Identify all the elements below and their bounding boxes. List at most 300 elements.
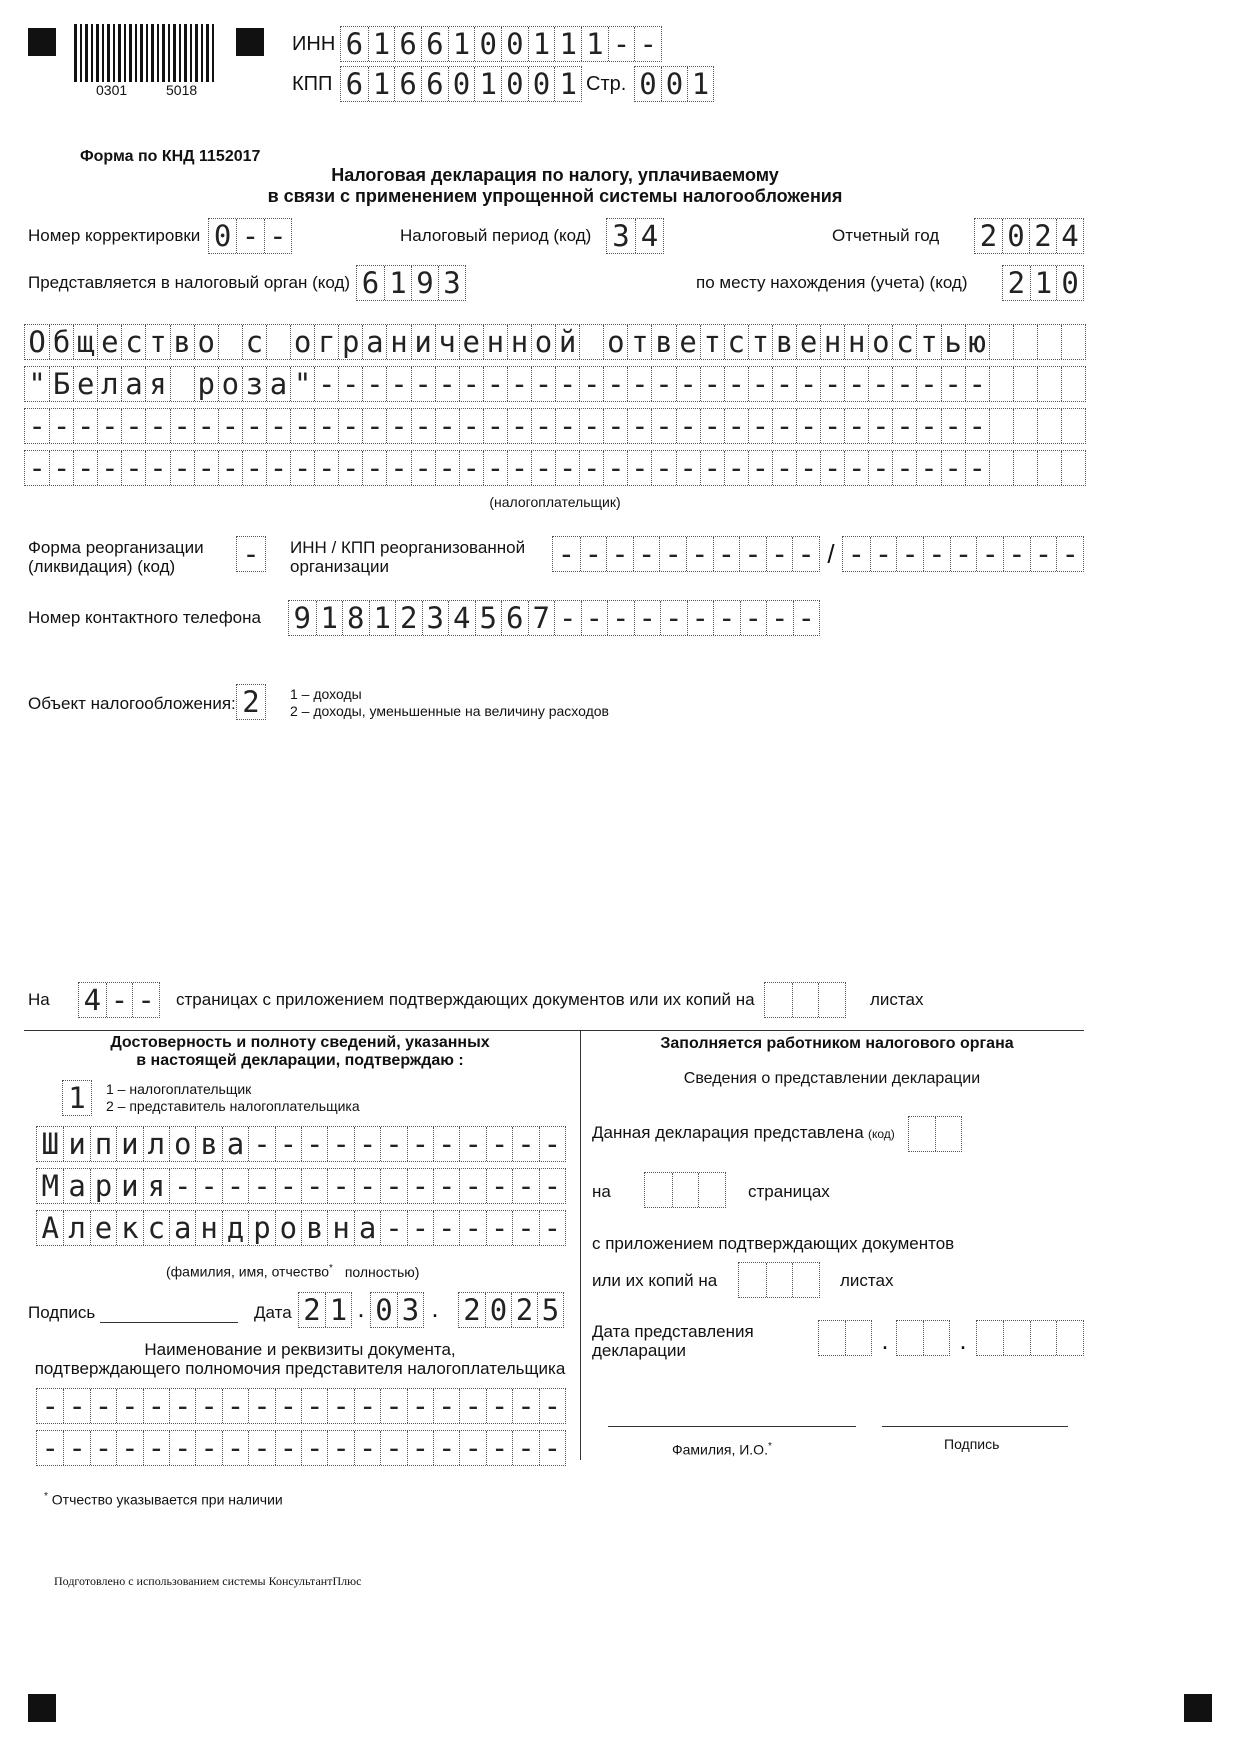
char-cell[interactable]: - <box>169 1431 195 1465</box>
period-cells[interactable] <box>606 218 664 254</box>
office-fio-line[interactable] <box>608 1426 856 1427</box>
char-cell[interactable] <box>792 1263 819 1297</box>
char-cell[interactable]: 1 <box>368 27 395 61</box>
char-cell[interactable]: - <box>242 451 266 485</box>
char-cell[interactable]: - <box>676 367 700 401</box>
char-cell[interactable]: - <box>820 409 844 443</box>
char-cell[interactable]: 1 <box>687 67 713 101</box>
char-cell[interactable]: - <box>49 451 73 485</box>
char-cell[interactable]: - <box>380 1431 406 1465</box>
char-cell[interactable] <box>1061 451 1085 485</box>
char-cell[interactable]: - <box>844 451 868 485</box>
char-cell[interactable]: а <box>169 1211 195 1245</box>
char-cell[interactable]: 0 <box>1056 266 1083 300</box>
char-cell[interactable]: - <box>724 409 748 443</box>
char-cell[interactable]: 2 <box>979 218 998 253</box>
char-cell[interactable]: а <box>63 1169 89 1203</box>
char-cell[interactable]: - <box>314 451 338 485</box>
char-cell[interactable]: - <box>950 537 977 571</box>
char-cell[interactable]: - <box>433 1127 459 1161</box>
char-cell[interactable]: 0 <box>213 218 232 253</box>
char-cell[interactable]: - <box>314 367 338 401</box>
char-cell[interactable]: 6 <box>501 601 528 635</box>
char-cell[interactable]: - <box>651 451 675 485</box>
char-cell[interactable]: - <box>459 1389 485 1423</box>
char-cell[interactable]: - <box>301 1389 327 1423</box>
char-cell[interactable]: - <box>965 409 989 443</box>
char-cell[interactable]: - <box>411 409 435 443</box>
char-cell[interactable]: - <box>627 409 651 443</box>
char-cell[interactable]: - <box>411 451 435 485</box>
char-cell[interactable]: - <box>222 1169 248 1203</box>
char-cell[interactable]: в <box>772 325 796 359</box>
object-cells[interactable] <box>236 684 266 720</box>
char-cell[interactable]: 1 <box>528 27 555 61</box>
char-cell[interactable]: 9 <box>411 266 438 300</box>
char-cell[interactable]: - <box>380 1211 406 1245</box>
char-cell[interactable]: - <box>659 537 686 571</box>
char-cell[interactable] <box>1013 367 1037 401</box>
char-cell[interactable]: 1 <box>316 601 343 635</box>
char-cell[interactable]: я <box>143 1169 169 1203</box>
char-cell[interactable]: - <box>796 367 820 401</box>
char-cell[interactable]: - <box>676 451 700 485</box>
char-cell[interactable]: - <box>724 451 748 485</box>
char-cell[interactable]: - <box>145 409 169 443</box>
char-cell[interactable]: - <box>608 27 635 61</box>
char-cell[interactable]: 4 <box>635 219 663 253</box>
reorg-kpp-cells[interactable] <box>842 536 1084 572</box>
char-cell[interactable]: - <box>290 409 314 443</box>
char-cell[interactable]: - <box>607 601 634 635</box>
char-cell[interactable]: 1 <box>554 67 581 101</box>
char-cell[interactable]: Б <box>49 367 73 401</box>
char-cell[interactable]: - <box>459 1169 485 1203</box>
char-cell[interactable]: - <box>248 1389 274 1423</box>
char-cell[interactable]: п <box>90 1127 116 1161</box>
char-cell[interactable]: - <box>555 367 579 401</box>
char-cell[interactable]: Ш <box>41 1126 59 1161</box>
char-cell[interactable] <box>1061 325 1085 359</box>
char-cell[interactable]: 0 <box>528 67 555 101</box>
char-cell[interactable]: - <box>916 409 940 443</box>
char-cell[interactable]: - <box>435 409 459 443</box>
char-cell[interactable] <box>989 409 1013 443</box>
char-cell[interactable]: о <box>169 1127 195 1161</box>
char-cell[interactable]: - <box>724 367 748 401</box>
char-cell[interactable]: 1 <box>368 67 395 101</box>
char-cell[interactable]: - <box>222 1431 248 1465</box>
char-cell[interactable]: - <box>892 451 916 485</box>
char-cell[interactable]: и <box>63 1127 89 1161</box>
authority-cells[interactable] <box>356 265 466 301</box>
char-cell[interactable]: - <box>676 409 700 443</box>
char-cell[interactable]: - <box>634 27 661 61</box>
char-cell[interactable] <box>818 983 845 1017</box>
char-cell[interactable]: е <box>73 367 97 401</box>
char-cell[interactable] <box>909 1117 935 1151</box>
char-cell[interactable] <box>1003 1321 1030 1355</box>
char-cell[interactable]: - <box>844 367 868 401</box>
char-cell[interactable]: в <box>195 1127 221 1161</box>
char-cell[interactable]: - <box>407 1211 433 1245</box>
char-cell[interactable]: - <box>483 367 507 401</box>
char-cell[interactable]: - <box>194 451 218 485</box>
char-cell[interactable]: - <box>1056 537 1083 571</box>
date-month-cells[interactable] <box>370 1292 424 1328</box>
char-cell[interactable]: - <box>49 409 73 443</box>
page-number-cells[interactable] <box>634 66 714 102</box>
char-cell[interactable]: - <box>121 451 145 485</box>
char-cell[interactable]: 6 <box>361 265 380 300</box>
char-cell[interactable] <box>923 1321 949 1355</box>
char-cell[interactable]: - <box>581 601 608 635</box>
char-cell[interactable]: - <box>380 1127 406 1161</box>
char-cell[interactable]: и <box>116 1169 142 1203</box>
char-cell[interactable]: - <box>531 409 555 443</box>
char-cell[interactable]: з <box>242 367 266 401</box>
char-cell[interactable]: р <box>338 325 362 359</box>
char-cell[interactable]: - <box>433 1389 459 1423</box>
char-cell[interactable]: - <box>354 1389 380 1423</box>
char-cell[interactable]: т <box>627 325 651 359</box>
date-day-cells[interactable] <box>298 1292 352 1328</box>
char-cell[interactable]: - <box>90 1389 116 1423</box>
char-cell[interactable]: - <box>634 601 661 635</box>
char-cell[interactable]: - <box>195 1389 221 1423</box>
char-cell[interactable]: - <box>248 1127 274 1161</box>
char-cell[interactable]: 1 <box>474 67 501 101</box>
char-cell[interactable] <box>739 1263 766 1297</box>
char-cell[interactable]: - <box>386 451 410 485</box>
char-cell[interactable]: - <box>651 409 675 443</box>
char-cell[interactable]: - <box>923 537 950 571</box>
office-pages-cells[interactable] <box>644 1172 726 1208</box>
char-cell[interactable]: - <box>916 367 940 401</box>
char-cell[interactable]: - <box>266 451 290 485</box>
char-cell[interactable]: о <box>275 1211 301 1245</box>
char-cell[interactable]: - <box>411 367 435 401</box>
char-cell[interactable]: - <box>483 451 507 485</box>
char-cell[interactable]: 1 <box>1030 266 1057 300</box>
char-cell[interactable]: н <box>483 325 507 359</box>
char-cell[interactable]: " <box>290 367 314 401</box>
char-cell[interactable]: - <box>41 1430 59 1465</box>
char-cell[interactable]: а <box>222 1127 248 1161</box>
char-cell[interactable]: О <box>28 324 46 359</box>
char-cell[interactable]: - <box>555 451 579 485</box>
pages-cells[interactable] <box>78 982 160 1018</box>
char-cell[interactable]: 1 <box>68 1080 86 1115</box>
char-cell[interactable]: щ <box>73 325 97 359</box>
char-cell[interactable]: я <box>145 367 169 401</box>
char-cell[interactable]: - <box>651 367 675 401</box>
char-cell[interactable]: н <box>386 325 410 359</box>
char-cell[interactable]: 2 <box>1029 219 1056 253</box>
char-cell[interactable] <box>170 367 194 401</box>
char-cell[interactable]: в <box>651 325 675 359</box>
char-cell[interactable]: р <box>248 1211 274 1245</box>
char-cell[interactable]: - <box>539 1127 565 1161</box>
char-cell[interactable]: - <box>218 451 242 485</box>
char-cell[interactable]: - <box>314 409 338 443</box>
char-cell[interactable]: - <box>433 1431 459 1465</box>
char-cell[interactable]: - <box>660 601 687 635</box>
char-cell[interactable]: М <box>41 1168 59 1203</box>
char-cell[interactable]: - <box>486 1389 512 1423</box>
char-cell[interactable]: - <box>459 1127 485 1161</box>
char-cell[interactable] <box>765 983 792 1017</box>
char-cell[interactable]: - <box>486 1211 512 1245</box>
char-cell[interactable]: - <box>435 451 459 485</box>
char-cell[interactable] <box>1037 325 1061 359</box>
char-cell[interactable]: в <box>170 325 194 359</box>
char-cell[interactable]: о <box>218 367 242 401</box>
char-cell[interactable]: - <box>169 1389 195 1423</box>
char-cell[interactable]: 6 <box>421 67 448 101</box>
char-cell[interactable]: - <box>483 409 507 443</box>
char-cell[interactable]: - <box>627 367 651 401</box>
char-cell[interactable]: 0 <box>501 67 528 101</box>
char-cell[interactable]: 4 <box>83 982 102 1017</box>
char-cell[interactable]: 0 <box>639 66 657 101</box>
char-cell[interactable]: с <box>121 325 145 359</box>
char-cell[interactable]: - <box>748 367 772 401</box>
office-date-month-cells[interactable] <box>896 1320 950 1356</box>
char-cell[interactable]: л <box>97 367 121 401</box>
char-cell[interactable]: - <box>338 451 362 485</box>
char-cell[interactable]: - <box>218 409 242 443</box>
char-cell[interactable] <box>1037 409 1061 443</box>
char-cell[interactable]: - <box>713 601 740 635</box>
char-cell[interactable]: 1 <box>581 27 608 61</box>
reorg-form-cells[interactable] <box>236 536 266 572</box>
char-cell[interactable]: - <box>194 409 218 443</box>
char-cell[interactable]: д <box>222 1211 248 1245</box>
char-cell[interactable]: - <box>580 537 607 571</box>
char-cell[interactable]: с <box>242 325 266 359</box>
char-cell[interactable]: - <box>435 367 459 401</box>
char-cell[interactable]: 1 <box>384 266 411 300</box>
char-cell[interactable] <box>1013 325 1037 359</box>
char-cell[interactable]: - <box>386 409 410 443</box>
char-cell[interactable]: - <box>916 451 940 485</box>
char-cell[interactable]: е <box>796 325 820 359</box>
char-cell[interactable]: - <box>965 367 989 401</box>
char-cell[interactable]: - <box>459 409 483 443</box>
char-cell[interactable]: н <box>820 325 844 359</box>
char-cell[interactable]: - <box>90 1431 116 1465</box>
correction-cells[interactable] <box>208 218 292 254</box>
char-cell[interactable]: - <box>870 537 897 571</box>
char-cell[interactable]: - <box>700 409 724 443</box>
char-cell[interactable]: - <box>116 1389 142 1423</box>
char-cell[interactable]: с <box>892 325 916 359</box>
char-cell[interactable]: - <box>796 451 820 485</box>
char-cell[interactable]: - <box>793 601 820 635</box>
reorg-inn-cells[interactable] <box>552 536 820 572</box>
char-cell[interactable]: - <box>459 1431 485 1465</box>
char-cell[interactable]: а <box>354 1211 380 1245</box>
office-date-year-cells[interactable] <box>976 1320 1084 1356</box>
char-cell[interactable]: 1 <box>369 601 396 635</box>
char-cell[interactable]: в <box>301 1211 327 1245</box>
char-cell[interactable]: - <box>539 1431 565 1465</box>
char-cell[interactable]: - <box>327 1431 353 1465</box>
char-cell[interactable]: - <box>97 451 121 485</box>
char-cell[interactable]: - <box>143 1431 169 1465</box>
char-cell[interactable]: - <box>354 1431 380 1465</box>
char-cell[interactable]: - <box>627 451 651 485</box>
char-cell[interactable]: 6 <box>345 26 364 61</box>
char-cell[interactable]: - <box>512 1169 538 1203</box>
char-cell[interactable]: 0 <box>501 27 528 61</box>
char-cell[interactable]: 6 <box>345 66 364 101</box>
char-cell[interactable]: - <box>145 451 169 485</box>
char-cell[interactable]: р <box>194 367 218 401</box>
char-cell[interactable]: - <box>868 367 892 401</box>
char-cell[interactable]: - <box>507 451 531 485</box>
char-cell[interactable]: - <box>892 409 916 443</box>
char-cell[interactable] <box>698 1173 725 1207</box>
char-cell[interactable]: - <box>603 367 627 401</box>
char-cell[interactable]: 2 <box>511 1293 537 1327</box>
char-cell[interactable] <box>845 1321 871 1355</box>
char-cell[interactable]: 0 <box>1002 219 1029 253</box>
char-cell[interactable]: - <box>106 983 133 1017</box>
char-cell[interactable]: - <box>170 451 194 485</box>
char-cell[interactable]: 4 <box>1056 219 1083 253</box>
char-cell[interactable]: - <box>266 409 290 443</box>
char-cell[interactable]: - <box>772 451 796 485</box>
char-cell[interactable]: - <box>700 451 724 485</box>
char-cell[interactable]: - <box>892 367 916 401</box>
char-cell[interactable]: 8 <box>342 601 369 635</box>
char-cell[interactable]: р <box>90 1169 116 1203</box>
char-cell[interactable]: " <box>28 366 46 401</box>
char-cell[interactable]: 2 <box>395 601 422 635</box>
char-cell[interactable]: н <box>195 1211 221 1245</box>
char-cell[interactable]: а <box>121 367 145 401</box>
char-cell[interactable]: - <box>603 451 627 485</box>
char-cell[interactable]: - <box>555 409 579 443</box>
char-cell[interactable]: 1 <box>554 27 581 61</box>
char-cell[interactable]: - <box>531 367 555 401</box>
char-cell[interactable]: о <box>194 325 218 359</box>
char-cell[interactable]: - <box>362 367 386 401</box>
char-cell[interactable]: - <box>327 1127 353 1161</box>
char-cell[interactable]: - <box>531 451 555 485</box>
char-cell[interactable]: - <box>868 451 892 485</box>
char-cell[interactable]: - <box>976 537 1003 571</box>
char-cell[interactable]: с <box>724 325 748 359</box>
char-cell[interactable]: 4 <box>448 601 475 635</box>
char-cell[interactable] <box>977 1321 1003 1355</box>
signature-line[interactable] <box>100 1322 238 1323</box>
char-cell[interactable]: н <box>507 325 531 359</box>
char-cell[interactable]: - <box>844 409 868 443</box>
char-cell[interactable]: - <box>407 1431 433 1465</box>
taxpayer-line-4[interactable] <box>24 450 1086 486</box>
char-cell[interactable]: 0 <box>375 1292 393 1327</box>
char-cell[interactable]: - <box>796 409 820 443</box>
char-cell[interactable]: - <box>386 367 410 401</box>
char-cell[interactable]: - <box>700 367 724 401</box>
char-cell[interactable]: - <box>507 409 531 443</box>
char-cell[interactable]: - <box>327 1389 353 1423</box>
char-cell[interactable]: е <box>676 325 700 359</box>
char-cell[interactable]: 6 <box>421 27 448 61</box>
char-cell[interactable]: о <box>531 325 555 359</box>
char-cell[interactable]: 9 <box>293 600 311 635</box>
patronymic-cells[interactable] <box>36 1210 566 1246</box>
char-cell[interactable]: 5 <box>475 601 502 635</box>
char-cell[interactable]: - <box>820 367 844 401</box>
char-cell[interactable] <box>645 1173 672 1207</box>
char-cell[interactable]: - <box>222 1389 248 1423</box>
char-cell[interactable]: 6 <box>394 67 421 101</box>
char-cell[interactable]: А <box>41 1210 59 1245</box>
char-cell[interactable]: - <box>748 409 772 443</box>
char-cell[interactable]: - <box>195 1169 221 1203</box>
char-cell[interactable]: 3 <box>438 266 465 300</box>
char-cell[interactable]: о <box>290 325 314 359</box>
char-cell[interactable]: 0 <box>448 67 475 101</box>
char-cell[interactable]: - <box>687 601 714 635</box>
char-cell[interactable]: г <box>314 325 338 359</box>
char-cell[interactable]: ю <box>965 325 989 359</box>
char-cell[interactable]: - <box>557 536 576 571</box>
char-cell[interactable]: - <box>512 1127 538 1161</box>
char-cell[interactable]: о <box>603 325 627 359</box>
char-cell[interactable]: - <box>169 1169 195 1203</box>
char-cell[interactable]: - <box>941 451 965 485</box>
char-cell[interactable]: к <box>116 1211 142 1245</box>
doc-line-2[interactable] <box>36 1430 566 1466</box>
char-cell[interactable] <box>1061 367 1085 401</box>
char-cell[interactable]: - <box>772 409 796 443</box>
first-name-cells[interactable] <box>36 1168 566 1204</box>
char-cell[interactable]: - <box>354 1169 380 1203</box>
char-cell[interactable]: - <box>354 1127 380 1161</box>
char-cell[interactable]: - <box>740 601 767 635</box>
char-cell[interactable]: - <box>170 409 194 443</box>
char-cell[interactable]: ч <box>435 325 459 359</box>
char-cell[interactable]: - <box>459 367 483 401</box>
office-sign-line[interactable] <box>882 1426 1068 1427</box>
char-cell[interactable]: - <box>73 451 97 485</box>
char-cell[interactable]: - <box>380 1389 406 1423</box>
char-cell[interactable]: - <box>28 408 46 443</box>
char-cell[interactable]: - <box>275 1389 301 1423</box>
char-cell[interactable]: и <box>411 325 435 359</box>
char-cell[interactable]: - <box>248 1431 274 1465</box>
char-cell[interactable] <box>935 1117 961 1151</box>
char-cell[interactable]: н <box>327 1211 353 1245</box>
char-cell[interactable]: - <box>195 1431 221 1465</box>
char-cell[interactable]: - <box>459 1211 485 1245</box>
char-cell[interactable]: - <box>748 451 772 485</box>
char-cell[interactable]: - <box>301 1127 327 1161</box>
char-cell[interactable]: - <box>606 537 633 571</box>
char-cell[interactable]: - <box>820 451 844 485</box>
char-cell[interactable]: - <box>554 601 581 635</box>
phone-cells[interactable] <box>288 600 820 636</box>
taxpayer-line-3[interactable] <box>24 408 1086 444</box>
char-cell[interactable]: 7 <box>528 601 555 635</box>
copies-cells[interactable] <box>764 982 846 1018</box>
year-cells[interactable] <box>974 218 1084 254</box>
